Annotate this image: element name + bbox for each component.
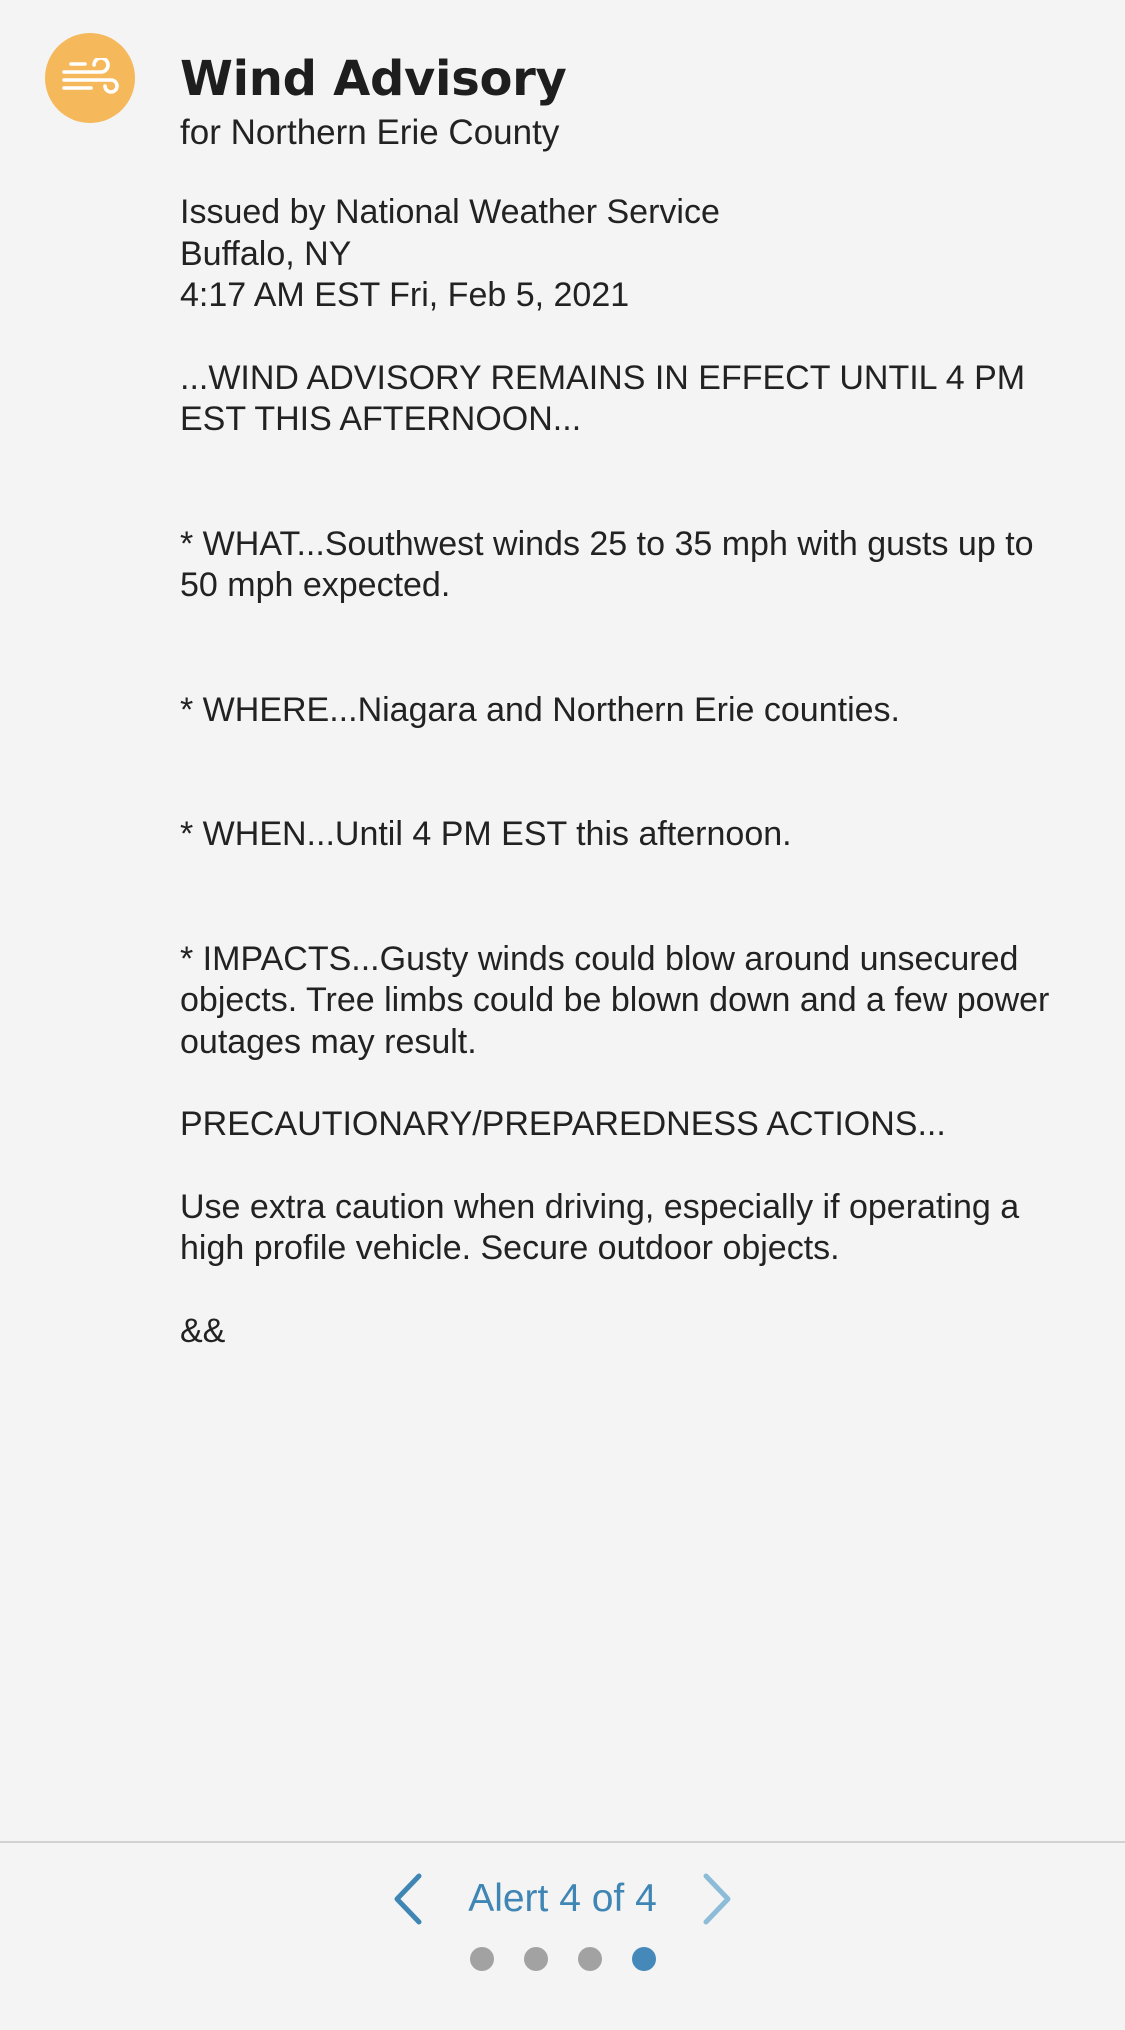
page-dot-4[interactable] bbox=[632, 1947, 656, 1971]
next-alert-button[interactable] bbox=[697, 1871, 737, 1927]
chevron-right-icon bbox=[700, 1872, 734, 1926]
issued-by-text: Issued by National Weather Service Buffalo, NY 4:17 AM EST Fri, Feb 5, 2021 bbox=[180, 193, 720, 314]
previous-alert-button[interactable] bbox=[388, 1871, 428, 1927]
alert-title: Wind Advisory bbox=[180, 51, 567, 107]
wind-icon bbox=[45, 33, 135, 123]
where-section: * WHERE...Niagara and Northern Erie counties. bbox=[180, 690, 900, 729]
impacts-section: * IMPACTS...Gusty winds could blow around unsecured objects. Tree limbs could be blown down and a few power outages may result. bbox=[180, 939, 1059, 1061]
alert-pager bbox=[0, 1869, 1125, 1929]
page-dot-1[interactable] bbox=[470, 1947, 494, 1971]
page-dot-2[interactable] bbox=[524, 1947, 548, 1971]
alert-pager-footer bbox=[0, 1841, 1125, 2030]
chevron-left-icon bbox=[391, 1872, 425, 1926]
alert-subtitle: for Northern Erie County bbox=[180, 113, 560, 152]
actions-section: Use extra caution when driving, especially if operating a high profile vehicle. Secure outdoor objects. bbox=[180, 1187, 1029, 1267]
when-section: * WHEN...Until 4 PM EST this afternoon. bbox=[180, 815, 792, 853]
page-dot-3[interactable] bbox=[578, 1947, 602, 1971]
precautionary-heading: PRECAUTIONARY/PREPAREDNESS ACTIONS... bbox=[180, 1105, 946, 1143]
alert-counter: Alert 4 of 4 bbox=[468, 1877, 657, 1920]
alert-content bbox=[180, 48, 1060, 1352]
page-indicator bbox=[0, 1947, 1125, 1971]
end-marker: && bbox=[180, 1311, 226, 1350]
alert-headline: ...WIND ADVISORY REMAINS IN EFFECT UNTIL 4 PM EST THIS AFTERNOON... bbox=[180, 358, 1035, 438]
what-section: * WHAT...Southwest winds 25 to 35 mph with gusts up to 50 mph expected. bbox=[180, 524, 1044, 604]
